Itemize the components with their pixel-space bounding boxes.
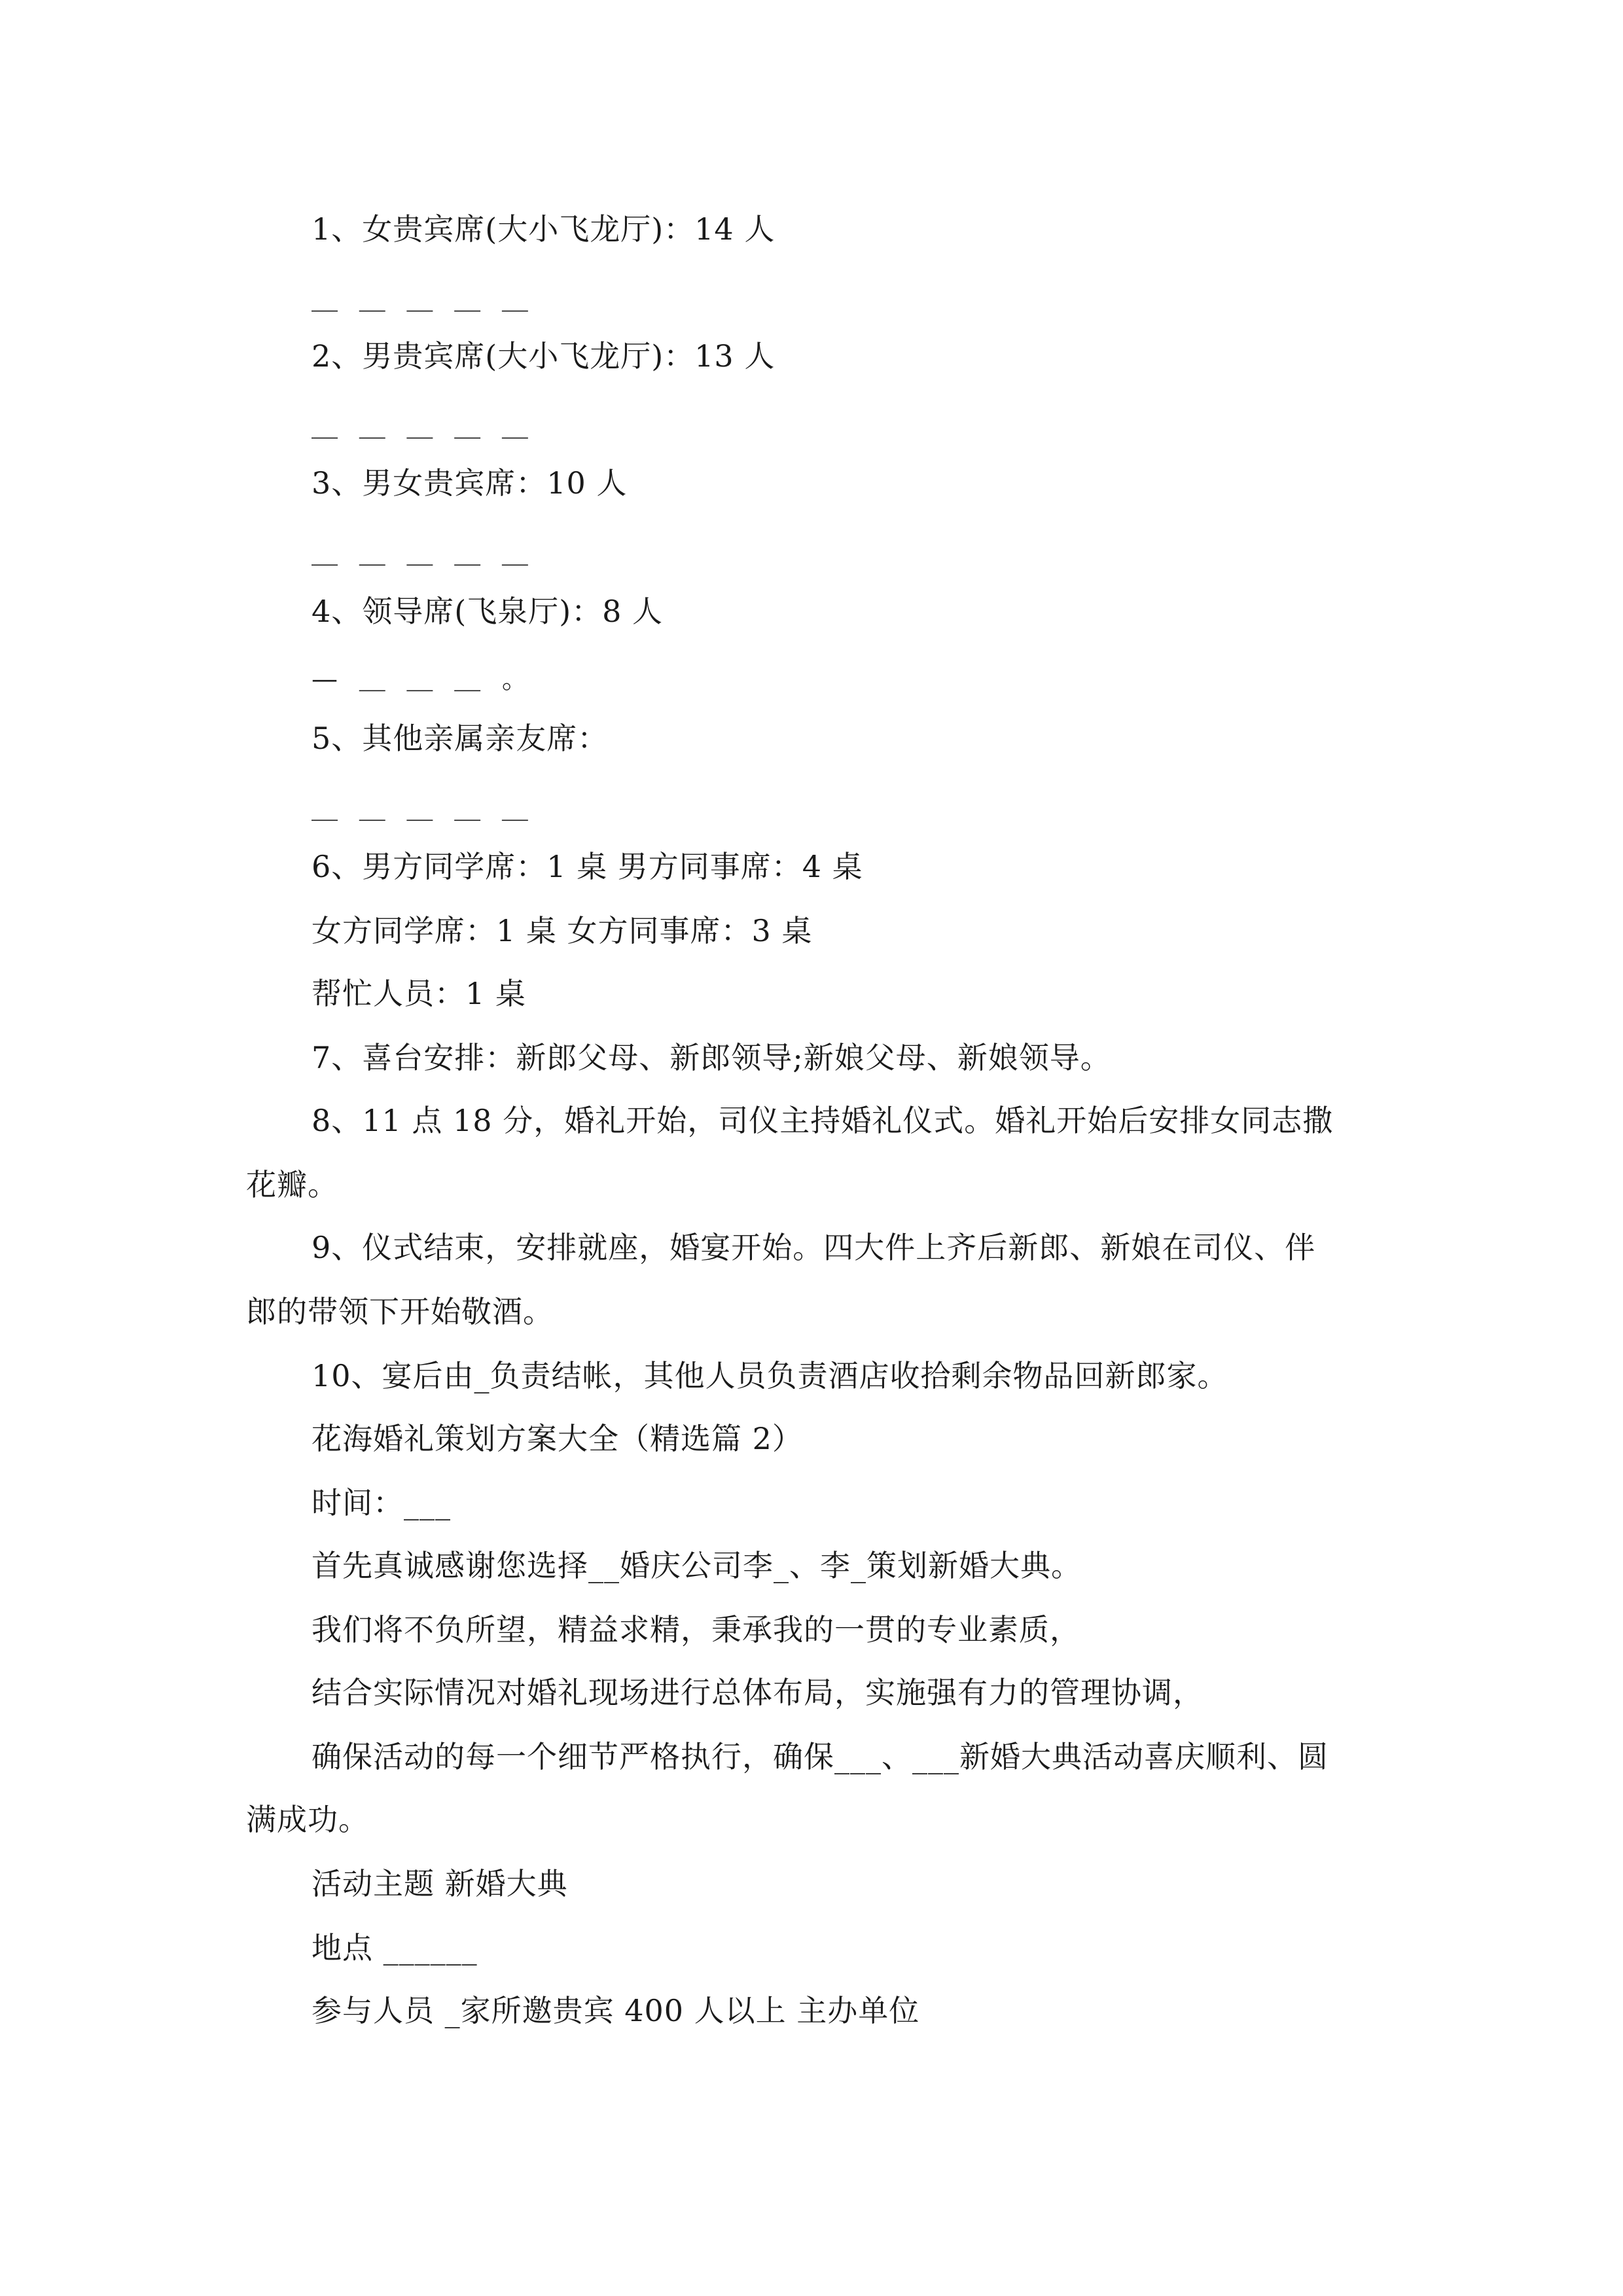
blank-line-2: ＿ ＿ ＿ ＿ ＿ <box>312 412 535 442</box>
seat-item-3: 3、男女贵宾席：10 人 <box>312 465 628 501</box>
item-8-cont: 花瓣。 <box>246 1167 338 1202</box>
seat-item-4: 4、领导席(飞泉厅)：8 人 <box>312 594 664 629</box>
activity-theme: 活动主题 新婚大典 <box>312 1866 568 1901</box>
blank-line-5: ＿ ＿ ＿ ＿ ＿ <box>312 794 535 824</box>
time-line: 时间：___ <box>312 1485 451 1520</box>
intro-line-1: 首先真诚感谢您选择__婚庆公司李_、李_策划新婚大典。 <box>312 1548 1082 1583</box>
participants-line: 参与人员 _家所邀贵宾 400 人以上 主办单位 <box>312 1993 920 2028</box>
item-10: 10、宴后由_负责结帐，其他人员负责酒店收拾剩余物品回新郎家。 <box>312 1358 1228 1393</box>
item-7: 7、喜台安排：新郎父母、新郎领导;新娘父母、新娘领导。 <box>312 1040 1111 1075</box>
item-8: 8、11 点 18 分，婚礼开始，司仪主持婚礼仪式。婚礼开始后安排女同志撒 <box>312 1103 1334 1138</box>
seat-item-6: 6、男方同学席：1 桌 男方同事席：4 桌 <box>312 849 863 884</box>
blank-line-1: ＿ ＿ ＿ ＿ ＿ <box>312 285 535 315</box>
intro-line-4-cont: 满成功。 <box>246 1802 369 1837</box>
blank-line-4: — ＿ ＿ ＿ 。 <box>312 664 535 694</box>
seat-item-1: 1、女贵宾席(大小飞龙厅)：14 人 <box>312 211 776 247</box>
seat-item-5: 5、其他亲属亲友席： <box>312 721 609 756</box>
intro-line-4: 确保活动的每一个细节严格执行，确保___、___新婚大典活动喜庆顺利、圆 <box>312 1739 1329 1774</box>
intro-line-2: 我们将不负所望，精益求精，秉承我的一贯的专业素质， <box>312 1612 1080 1647</box>
seat-item-2: 2、男贵宾席(大小飞龙厅)：13 人 <box>312 338 776 374</box>
seat-item-6-helpers: 帮忙人员：1 桌 <box>312 976 526 1011</box>
blank-line-3: ＿ ＿ ＿ ＿ ＿ <box>312 539 535 569</box>
seat-item-6-female: 女方同学席：1 桌 女方同事席：3 桌 <box>312 913 813 948</box>
location-line: 地点 ______ <box>312 1930 478 1965</box>
section-heading: 花海婚礼策划方案大全（精选篇 2） <box>312 1421 803 1456</box>
item-9: 9、仪式结束，安排就座，婚宴开始。四大件上齐后新郎、新娘在司仪、伴 <box>312 1230 1316 1265</box>
intro-line-3: 结合实际情况对婚礼现场进行总体布局，实施强有力的管理协调， <box>312 1675 1204 1710</box>
item-9-cont: 郎的带领下开始敬酒。 <box>246 1294 554 1329</box>
